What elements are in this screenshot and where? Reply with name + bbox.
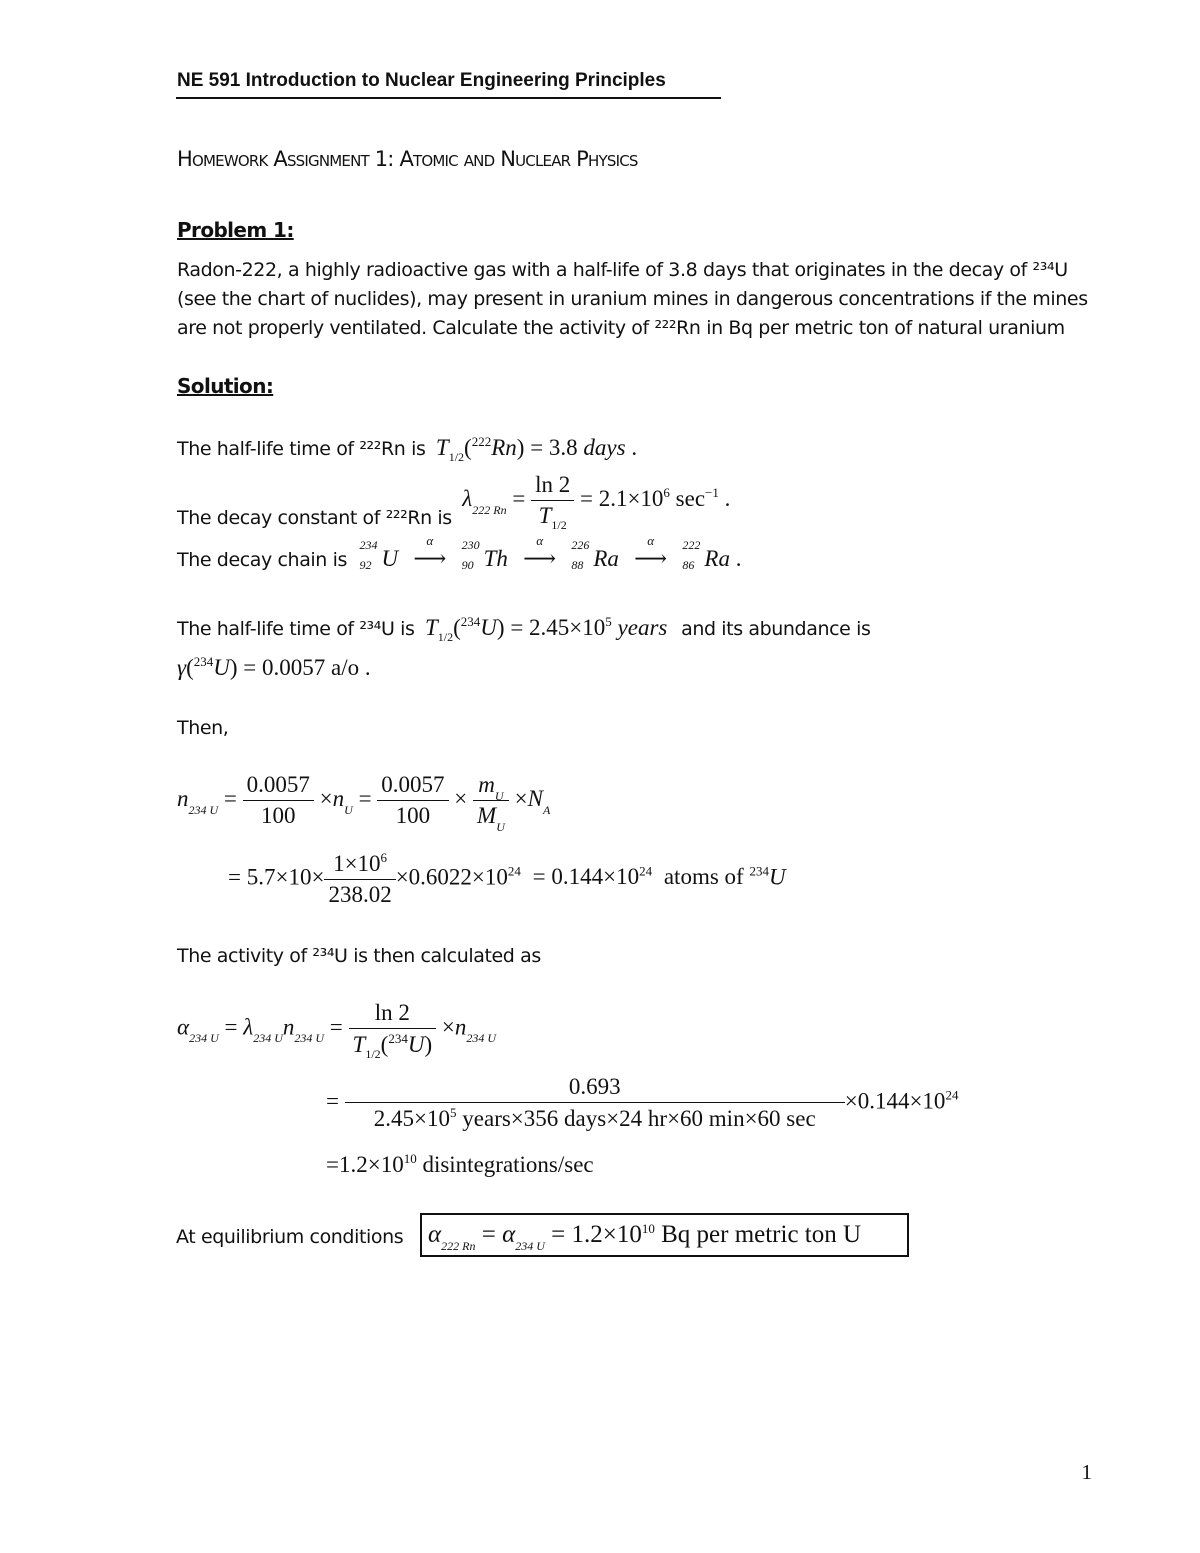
mass-fraction: $\frac{m_U}{M_U}$ xyxy=(473,772,509,829)
problem-line-3: are not properly ventilated. Calculate the activity of ²²²Rn in Bq per metric ton of natural uranium xyxy=(177,317,1065,339)
calc-fraction: $\frac{1\times 10^6}{238.02}$ xyxy=(324,850,395,908)
half-life-u-line xyxy=(177,614,871,644)
equilibrium-label: At equilibrium conditions xyxy=(176,1226,404,1248)
half-life-u-label: The half-life time of ²³⁴U is xyxy=(177,618,415,640)
n-fraction-2: $\frac{0.0057}{100}$ xyxy=(377,772,448,829)
page-number: 1 xyxy=(1081,1460,1092,1484)
activity-numeric-fraction: $\frac{0.693}{2.45\times 10^5 years\times 356 days\times 24 hr\times 60 \min\times 60 \sec}$ xyxy=(345,1074,845,1132)
activity-equation-line-3: $=1.2\times 10^{10}$ disintegrations/sec xyxy=(326,1151,594,1177)
activity-equation-line-1: $\alpha_{234 U} = \lambda_{234 U}n_{234 U}$ = $\frac{\ln 2}{T_{1/2}(^{234}U)}$ $\times n_{234 U}$ xyxy=(177,1000,497,1061)
n-fraction-1: $\frac{0.0057}{100}$ xyxy=(243,772,314,829)
solution-heading: Solution: xyxy=(177,374,274,398)
problem-heading: Problem 1: xyxy=(177,218,294,242)
decay-constant-line xyxy=(177,472,731,532)
activity-equation-line-2: = $\frac{0.693}{2.45\times 10^5 years\times 356 days\times 24 hr\times 60 \min\times 60 \sec}$ $\times 0.144\times 10^{24}$ xyxy=(326,1074,959,1131)
half-life-rn-label: The half-life time of ²²²Rn is xyxy=(177,438,426,460)
abundance-equation: γ($^{234}$U) = 0.0057 a/o . xyxy=(177,654,371,680)
n-equation-line-2: = 5.7×10× $\frac{1\times 10^6}{238.02}$ $\times 0.6022\times 10^{24} = 0.144\times 10^{24}$ atoms of $^{234}$U xyxy=(228,850,786,907)
decay-chain-label: The decay chain is xyxy=(177,549,347,571)
final-answer: $\alpha_{222 Rn} = \alpha_{234 U} = 1.2\times 10^{10}$ Bq per metric ton U xyxy=(428,1221,862,1253)
decay-chain-line xyxy=(177,533,742,572)
decay-constant-fraction: $\frac{\ln 2}{T_{1/2}}$ xyxy=(531,472,574,529)
course-title-rule xyxy=(176,97,721,99)
n-equation-line-1: $n_{234 U}$ = $\frac{0.0057}{100}$ $\times n_U$ = $\frac{0.0057}{100}$ × $\frac{m_U}{M_U}$ $\times N_A$ xyxy=(177,772,551,834)
abundance-label: and its abundance is xyxy=(681,618,871,640)
decay-constant-label: The decay constant of ²²²Rn is xyxy=(177,506,452,529)
decay-constant-equation: $\lambda_{222 Rn}$ = $\frac{\ln 2}{T_{1/2}}$ = $2.1\times 10^6$ $\sec^{-1}$ . xyxy=(462,472,731,532)
activity-fraction: $\frac{\ln 2}{T_{1/2}(^{234}U)}$ xyxy=(349,1000,437,1058)
activity-intro: The activity of ²³⁴U is then calculated as xyxy=(177,945,541,967)
assignment-title: Homework Assignment 1: Atomic and Nuclear Physics xyxy=(177,147,638,171)
half-life-rn-equation: $T_{1/2}(^{222}Rn) = 3.8$ days . xyxy=(435,434,638,464)
half-life-rn-line xyxy=(177,434,638,464)
problem-line-1: Radon-222, a highly radioactive gas with a half-life of 3.8 days that originates in the decay of ²³⁴U xyxy=(177,259,1068,281)
final-answer-box xyxy=(420,1213,909,1257)
problem-line-2: (see the chart of nuclides), may present in uranium mines in dangerous concentrations if the mines xyxy=(177,288,1088,310)
decay-chain-equation: 234 92 U α ⟶ 230 90 Th α ⟶ 226 88 Ra α ⟶ 222 86 Ra . xyxy=(359,533,742,572)
then-text: Then, xyxy=(177,717,229,739)
half-life-u-equation: $T_{1/2}(^{234}U) = 2.45\times 10^5$ years xyxy=(424,614,668,644)
course-title: NE 591 Introduction to Nuclear Engineering Principles xyxy=(177,70,666,91)
